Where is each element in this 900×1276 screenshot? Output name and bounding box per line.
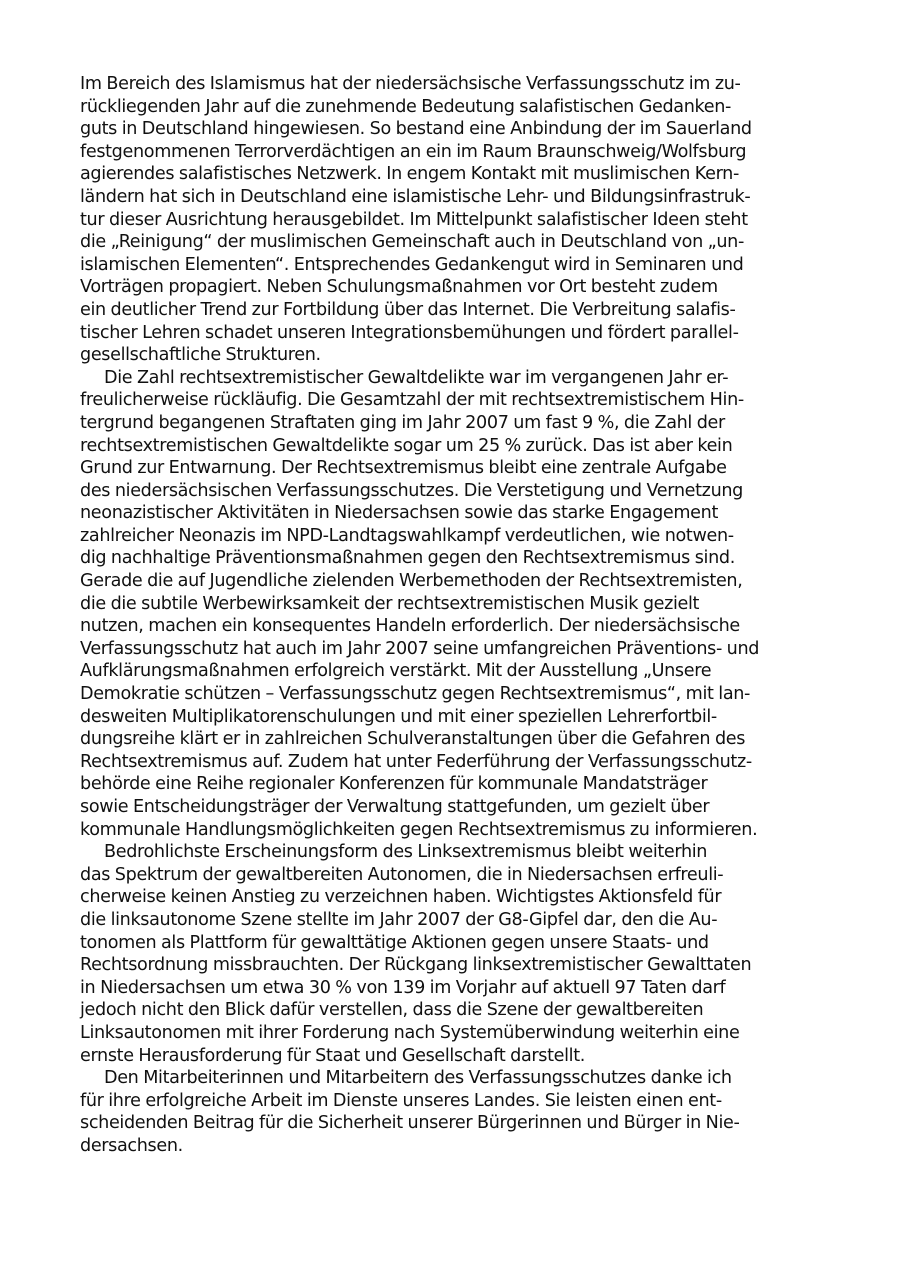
text-line: nutzen, machen ein konsequentes Handeln erforderlich. Der niedersächsische (80, 616, 740, 637)
text-line: neonazistischer Aktivitäten in Niedersachsen sowie das starke Engagement (80, 503, 718, 524)
text-line: tonomen als Plattform für gewalttätige Aktionen gegen unsere Staats- und (80, 932, 709, 953)
text-line: das Spektrum der gewaltbereiten Autonomen, die in Niedersachsen erfreuli- (80, 864, 724, 885)
text-line: zahlreicher Neonazis im NPD-Landtagswahlkampf verdeutlichen, wie notwen- (80, 525, 734, 546)
text-line: behörde eine Reihe regionaler Konferenzen für kommunale Mandatsträger (80, 774, 708, 795)
text-line: die die subtile Werbewirksamkeit der rechtsextremistischen Musik gezielt (80, 593, 700, 614)
text-line: Gerade die auf Jugendliche zielenden Werbemethoden der Rechtsextremisten, (80, 571, 743, 592)
text-line: ländern hat sich in Deutschland eine islamistische Lehr- und Bildungsinfrastruk- (80, 186, 751, 207)
text-line: Verfassungsschutz hat auch im Jahr 2007 seine umfangreichen Präventions- und (80, 638, 760, 659)
text-line: sowie Entscheidungsträger der Verwaltung stattgefunden, um gezielt über (80, 797, 710, 817)
text-line: die linksautonome Szene stellte im Jahr 2007 der G8-Gipfel dar, den die Au- (80, 909, 718, 930)
text-line: tischer Lehren schadet unseren Integrationsbemühungen und fördert parallel- (80, 322, 739, 343)
text-line: für ihre erfolgreiche Arbeit im Dienste unseres Landes. Sie leisten einen ent- (80, 1090, 722, 1111)
text-line: ernste Herausforderung für Staat und Gesellschaft darstellt. (80, 1045, 585, 1066)
text-line: Demokratie schützen – Verfassungsschutz gegen Rechtsextremismus“, mit lan- (80, 684, 751, 705)
text-line: desweiten Multiplikatorenschulungen und mit einer speziellen Lehrerfortbil- (80, 706, 717, 727)
text-line: Rechtsordnung missbrauchten. Der Rückgang linksextremistischer Gewalttaten (80, 955, 752, 976)
text-line: dersachsen. (80, 1135, 183, 1156)
text-line: gesellschaftliche Strukturen. (80, 345, 321, 366)
text-line-first: Die Zahl rechtsextremistischer Gewaltdelikte war im vergangenen Jahr er- (104, 367, 729, 388)
text-line: jedoch nicht den Blick dafür verstellen, dass die Szene der gewaltbereiten (80, 1000, 704, 1021)
text-line: dungsreihe klärt er in zahlreichen Schulveranstaltungen über die Gefahren des (80, 729, 746, 750)
text-line: Aufklärungsmaßnahmen erfolgreich verstärkt. Mit der Ausstellung „Unsere (80, 661, 712, 682)
paragraph-acknowledgement (80, 1067, 800, 1157)
text-line: islamischen Elementen“. Entsprechendes Gedankengut wird in Seminaren und (80, 254, 744, 275)
paragraph-islamism (80, 73, 800, 367)
text-line: dig nachhaltige Präventionsmaßnahmen gegen den Rechtsextremismus sind. (80, 548, 735, 569)
text-line: freulicherweise rückläufig. Die Gesamtzahl der mit rechtsextremistischem Hin- (80, 390, 744, 411)
text-line: tur dieser Ausrichtung herausgebildet. Im Mittelpunkt salafistischer Ideen steht (80, 209, 748, 230)
text-line: die „Reinigung“ der muslimischen Gemeinschaft auch in Deutschland von „un- (80, 232, 744, 253)
text-line: guts in Deutschland hingewiesen. So bestand eine Anbindung der im Sauerland (80, 119, 752, 140)
text-line: scheidenden Beitrag für die Sicherheit unserer Bürgerinnen und Bürger in Nie- (80, 1113, 740, 1134)
text-line: ein deutlicher Trend zur Fortbildung über das Internet. Die Verbreitung salafis- (80, 299, 736, 320)
text-line: Grund zur Entwarnung. Der Rechtsextremismus bleibt eine zentrale Aufgabe (80, 458, 727, 479)
text-line: festgenommenen Terrorverdächtigen an ein im Raum Braunschweig/Wolfsburg (80, 141, 747, 162)
paragraph-left-wing-extremism (80, 841, 800, 1067)
text-line: rückliegenden Jahr auf die zunehmende Bedeutung salafistischen Gedanken- (80, 96, 732, 117)
text-line: des niedersächsischen Verfassungsschutzes. Die Verstetigung und Vernetzung (80, 480, 743, 501)
text-line: Linksautonomen mit ihrer Forderung nach Systemüberwindung weiterhin eine (80, 1022, 740, 1043)
text-line: cherweise keinen Anstieg zu verzeichnen haben. Wichtigstes Aktionsfeld für (80, 887, 722, 908)
text-line: Vorträgen propagiert. Neben Schulungsmaßnahmen vor Ort besteht zudem (80, 277, 718, 298)
text-line-first: Bedrohlichste Erscheinungsform des Linksextremismus bleibt weiterhin (104, 842, 708, 863)
text-line: tergrund begangenen Straftaten ging im Jahr 2007 um fast 9 %, die Zahl der (80, 412, 725, 433)
text-line: Rechtsextremismus auf. Zudem hat unter Federführung der Verfassungsschutz- (80, 751, 752, 772)
text-line: in Niedersachsen um etwa 30 % von 139 im Vorjahr auf aktuell 97 Taten darf (80, 977, 726, 998)
paragraph-right-wing-extremism (80, 367, 800, 841)
text-line: agierendes salafistisches Netzwerk. In engem Kontakt mit muslimischen Kern- (80, 164, 739, 185)
text-line: kommunale Handlungsmöglichkeiten gegen Rechtsextremismus zu informieren. (80, 819, 758, 840)
text-line-first: Den Mitarbeiterinnen und Mitarbeitern des Verfassungsschutzes danke ich (104, 1068, 732, 1089)
text-line: rechtsextremistischen Gewaltdelikte sogar um 25 % zurück. Das ist aber kein (80, 435, 733, 456)
text-line: Im Bereich des Islamismus hat der niedersächsische Verfassungsschutz im zu- (80, 74, 741, 94)
document-body (80, 73, 800, 1158)
